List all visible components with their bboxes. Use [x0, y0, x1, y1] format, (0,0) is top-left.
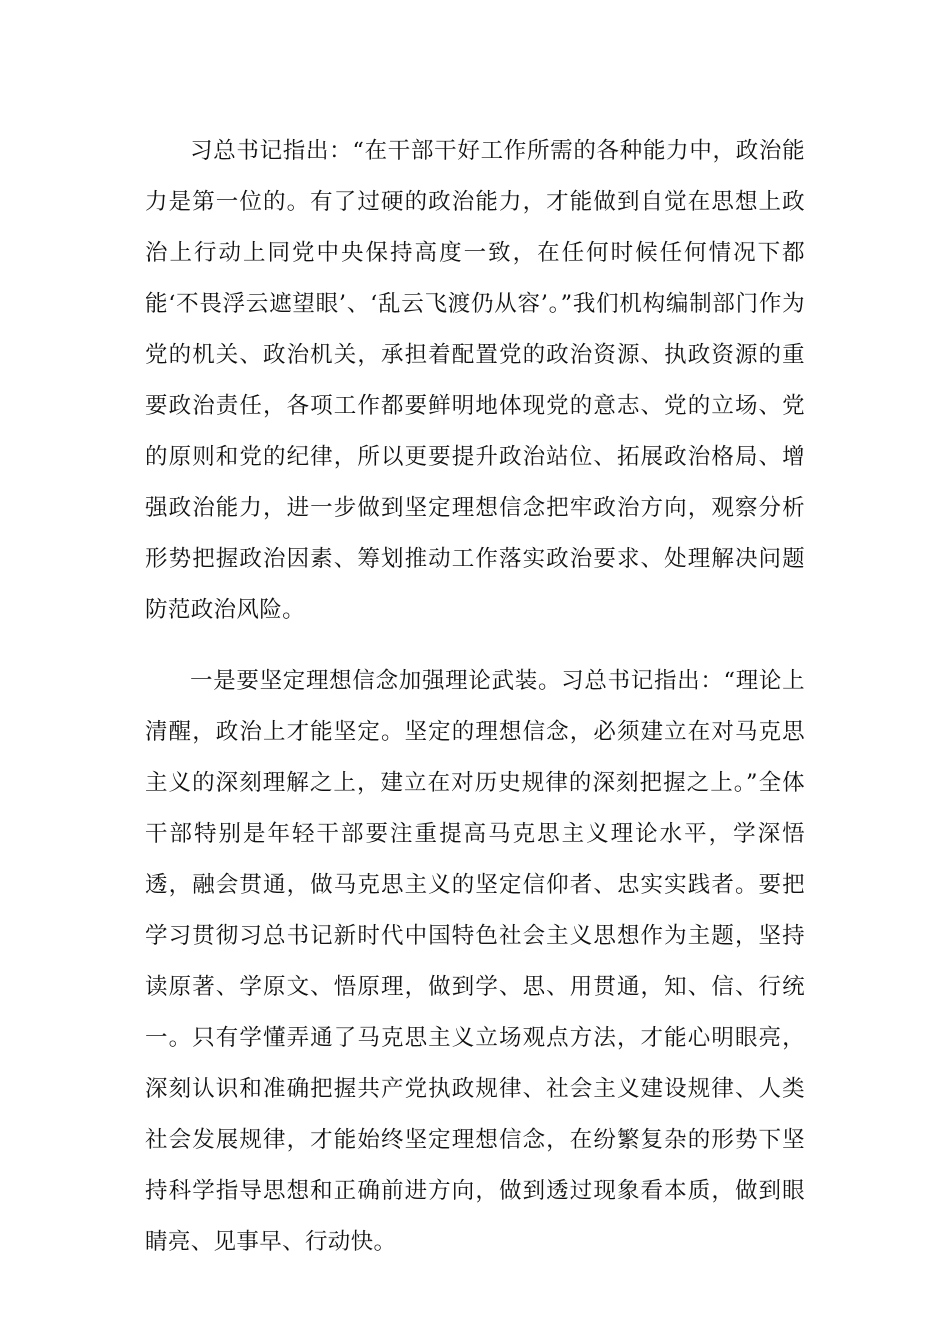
paragraph-ideals-and-theory: 一是要坚定理想信念加强理论武装。习总书记指出：“理论上清醒，政治上才能坚定。坚定的理想信念，必须建立在对马克思主义的深刻理解之上，建立在对历史规律的深刻把握之上。”全体干部特别是年轻干部要注重提高马克思主义理论水平，学深悟透，融会贯通，做马克思主义的坚定信仰者、忠实实践者。要把学习贯彻习总书记新时代中国特色社会主义思想作为主题，坚持读原著、学原文、悟原理，做到学、思、用贯通，知、信、行统一。只有学懂弄通了马克思主义立场观点方法，才能心明眼亮，深刻认识和准确把握共产党执政规律、社会主义建设规律、人类社会发展规律，才能始终坚定理想信念，在纷繁复杂的形势下坚持科学指导思想和正确前进方向，做到透过现象看本质，做到眼睛亮、见事早、行动快。 — [145, 668, 805, 1255]
document-body — [145, 126, 805, 1268]
paragraph-political-ability: 习总书记指出：“在干部干好工作所需的各种能力中，政治能力是第一位的。有了过硬的政治能力，才能做到自觉在思想上政治上行动上同党中央保持高度一致，在任何时候任何情况下都能‘不畏浮云遮望眼’、‘乱云飞渡仍从容’。”我们机构编制部门作为党的机关、政治机关，承担着配置党的政治资源、执政资源的重要政治责任，各项工作都要鲜明地体现党的意志、党的立场、党的原则和党的纪律，所以更要提升政治站位、拓展政治格局、增强政治能力，进一步做到坚定理想信念把牢政治方向，观察分析形势把握政治因素、筹划推动工作落实政治要求、处理解决问题防范政治风险。 — [145, 138, 805, 623]
